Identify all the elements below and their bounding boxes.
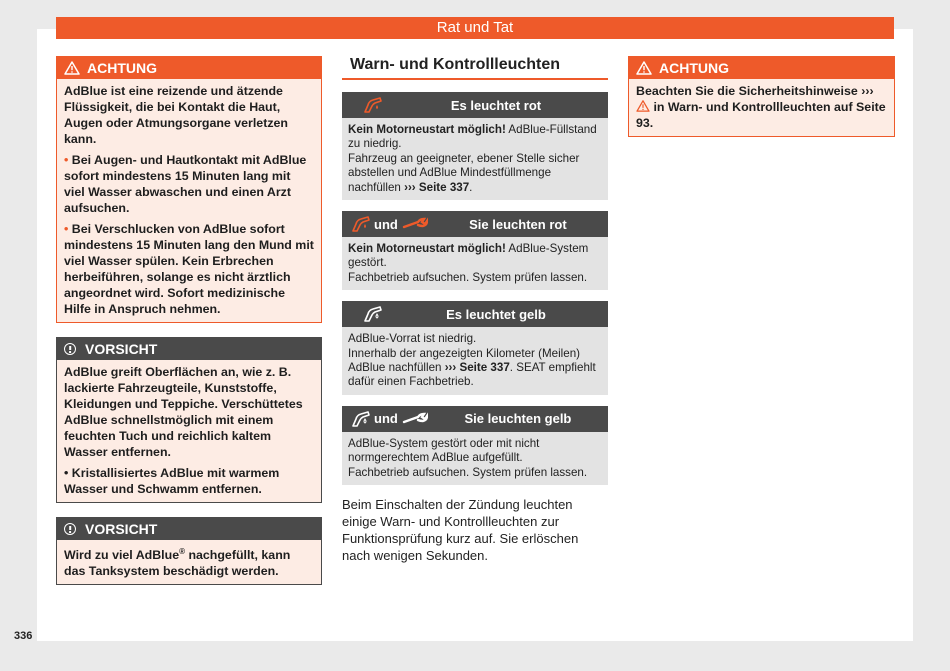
warning-triangle-icon <box>64 61 80 75</box>
achtung-title: ACHTUNG <box>659 60 729 76</box>
text-part: Fachbetrieb aufsuchen. System prüfen lassen. <box>348 465 588 479</box>
warning-triangle-icon <box>636 100 650 112</box>
warning-light-body <box>342 432 608 485</box>
bullet-dot: • <box>64 466 69 480</box>
vorsicht-intro: AdBlue greift Oberflächen an, wie z. B. lackierte Fahrzeugteile, Kunststoffe, Kleidungen und Teppiche. Verschüttetes AdBlue schnellstmöglich mit einem feuchten Tuch und reichlich kaltem Wasser entfernen. <box>64 365 303 459</box>
text-part: . <box>469 180 473 194</box>
bold-lead: Kein Motorneustart möglich! <box>348 242 506 256</box>
achtung-bullet-2 <box>64 221 314 317</box>
achtung-bullet-1 <box>64 152 314 216</box>
middle-column <box>342 56 608 564</box>
registered-mark: ® <box>179 547 185 556</box>
text-part: nachgefüllt, kann das Tanksystem beschädigt werden. <box>64 548 291 579</box>
vorsicht-body <box>57 540 321 584</box>
adblue-nozzle-icon <box>362 305 384 323</box>
achtung-body <box>629 79 894 136</box>
wrench-icon <box>402 217 428 231</box>
wrench-icon <box>402 412 428 426</box>
bullet-text: Bei Augen- und Hautkontakt mit AdBlue sofort mindestens 15 Minuten lang mit viel Wasser abwaschen und einen Arzt aufsuchen. <box>64 153 307 215</box>
vorsicht-body <box>57 360 321 502</box>
text-part: in Warn- und Kontrollleuchten auf Seite 93. <box>636 100 886 130</box>
vorsicht-box-2 <box>56 517 322 585</box>
adblue-nozzle-icon <box>350 215 372 233</box>
warning-light-body <box>342 118 608 200</box>
text-part: Wird zu viel AdBlue <box>64 548 180 563</box>
text-part: AdBlue-System gestört. <box>348 242 589 270</box>
vorsicht-title: VORSICHT <box>85 341 158 357</box>
vorsicht-box-1 <box>56 337 322 503</box>
warning-light-header-yellow-combo <box>342 406 608 432</box>
achtung-intro: AdBlue ist eine reizende und ätzende Flüssigkeit, die bei Kontakt die Haut, Augen oder Atmungsorgane verletzen kann. <box>64 84 288 146</box>
text-part: Beachten Sie die Sicherheitshinweise <box>636 84 862 98</box>
text-part: Fahrzeug an geeigneter, ebener Stelle sicher abstellen und AdBlue Mindestfüllmenge nachfüllen <box>348 151 580 194</box>
right-column <box>628 56 895 151</box>
und-connector: und <box>374 411 398 427</box>
achtung-title: ACHTUNG <box>87 60 157 76</box>
chapter-header: Rat und Tat <box>56 17 894 39</box>
text-part: . SEAT empfiehlt dafür einen Fachbetrieb. <box>348 361 596 389</box>
und-connector: und <box>374 216 398 232</box>
info-circle-icon <box>64 343 76 355</box>
bullet-text: Kristallisiertes AdBlue mit warmem Wasser und Schwamm entfernen. <box>64 466 280 496</box>
vorsicht-bullet-1 <box>64 465 314 497</box>
vorsicht-text <box>64 544 314 579</box>
bullet-dot: • <box>64 153 69 167</box>
achtung-body <box>57 79 321 322</box>
info-circle-icon <box>64 523 76 535</box>
achtung-box-right <box>628 56 895 137</box>
text-part: Fachbetrieb aufsuchen. System prüfen lassen. <box>348 270 588 284</box>
bullet-dot: • <box>64 222 69 236</box>
warning-light-body <box>342 237 608 290</box>
warning-light-title: Es leuchtet gelb <box>446 306 546 322</box>
achtung-box <box>56 56 322 323</box>
vorsicht-title: VORSICHT <box>85 521 158 537</box>
cross-ref-link[interactable]: ››› <box>861 84 874 98</box>
adblue-nozzle-icon <box>362 96 384 114</box>
bold-lead: Kein Motorneustart möglich! <box>348 123 506 136</box>
adblue-nozzle-icon <box>350 410 372 428</box>
warning-light-header-red-combo <box>342 211 608 237</box>
text-part: Innerhalb der angezeigten Kilometer (Meilen) AdBlue nachfüllen <box>348 346 581 375</box>
page-number: 336 <box>14 630 33 642</box>
warning-light-title: Es leuchtet rot <box>450 97 542 113</box>
achtung-header <box>629 57 894 79</box>
text-part: AdBlue-System gestört oder mit nicht normgerechtem AdBlue aufgefüllt. <box>348 436 540 465</box>
vorsicht-header <box>57 338 321 360</box>
warning-light-title: Sie leuchten rot <box>469 216 567 232</box>
warning-light-header-red <box>342 92 608 118</box>
warning-light-title: Sie leuchten gelb <box>464 411 572 427</box>
page-ref-link[interactable]: ››› Seite 337 <box>444 361 510 375</box>
warning-triangle-icon <box>636 61 652 75</box>
body-paragraph: Beim Einschalten der Zündung leuchten einige Warn- und Kontrollleuchten zur Funktionsprüfung kurz auf. Sie erlöschen nach wenigen Sekunden. <box>342 497 579 564</box>
text-part: AdBlue-Vorrat ist niedrig. <box>348 332 477 346</box>
warning-light-header-yellow <box>342 301 608 327</box>
warning-light-body <box>342 327 608 395</box>
text-part: AdBlue-Füllstand zu niedrig. <box>348 123 597 151</box>
achtung-text <box>636 83 887 131</box>
bullet-text: Bei Verschlucken von AdBlue sofort mindestens 15 Minuten lang den Mund mit viel Wasser spülen. Kein Erbrechen herbeiführen, solange es nicht ärztlich angeordnet wird. Sofort medizinische Hilfe in Anspruch nehmen. <box>64 222 314 316</box>
left-column <box>56 56 322 599</box>
section-title: Warn- und Kontrollleuchten <box>342 56 608 80</box>
vorsicht-header <box>57 518 321 540</box>
achtung-header <box>57 57 321 79</box>
page-ref-link[interactable]: ››› Seite 337 <box>404 180 470 194</box>
